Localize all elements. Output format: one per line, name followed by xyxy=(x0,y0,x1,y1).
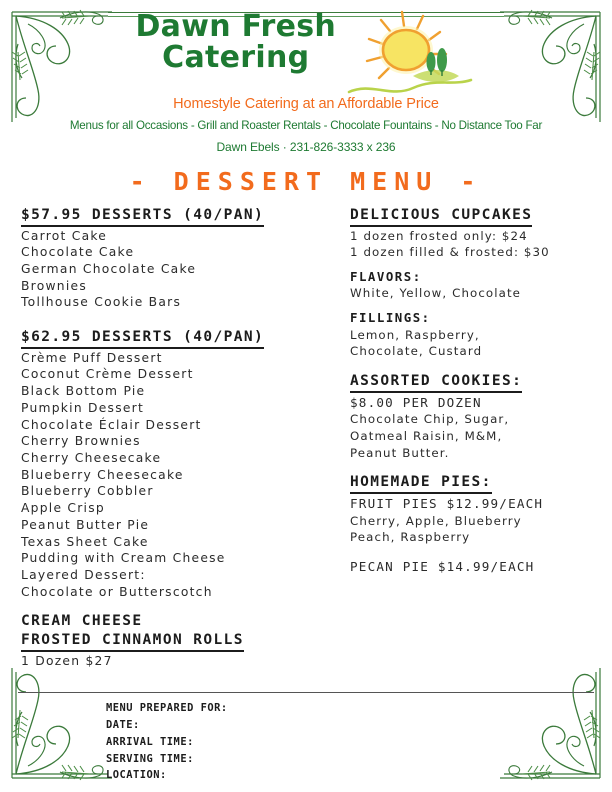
list-item: Cherry Cheesecake xyxy=(21,451,162,465)
brand-name-line1: Dawn Fresh xyxy=(135,9,337,44)
list-item: Chocolate Cake xyxy=(21,245,135,260)
form-divider-rule xyxy=(18,692,594,693)
corner-ornament-bottom-right-icon xyxy=(496,664,608,786)
spacer xyxy=(21,311,331,328)
list-item: Brownies xyxy=(21,278,87,293)
sun-trees-logo-icon xyxy=(347,6,477,99)
section-heading: HOMEMADE PIES: xyxy=(350,473,492,494)
list-item: Peanut Butter Pie xyxy=(21,517,150,532)
spacer xyxy=(350,546,600,558)
brand-services: Menus for all Occasions - Grill and Roaster Rentals - Chocolate Fountains - No Distance Too Far xyxy=(69,119,543,132)
spacer xyxy=(350,302,600,309)
brand-name-line2: Catering xyxy=(162,39,310,75)
flavors-label: FLAVORS: xyxy=(350,269,422,285)
form-field-date[interactable]: DATE: xyxy=(106,718,140,731)
form-field-arrival-time[interactable]: ARRIVAL TIME: xyxy=(106,735,194,748)
section-cinnamon-rolls xyxy=(21,612,331,669)
section-heading: $57.95 DESSERTS (40/PAN) xyxy=(21,206,264,227)
spacer xyxy=(350,261,600,268)
list-item: Chocolate Chip, Sugar, xyxy=(350,412,510,427)
spacer xyxy=(350,461,600,473)
right-column xyxy=(350,206,600,576)
list-item: Peach, Raspberry xyxy=(350,530,471,545)
brand-name xyxy=(135,9,337,75)
list-item: 1 dozen filled & frosted: $30 xyxy=(350,245,550,260)
list-item: Coconut Crème Dessert xyxy=(21,367,194,382)
section-heading-line2: FROSTED CINNAMON ROLLS xyxy=(21,631,244,652)
list-item: 1 dozen frosted only: $24 xyxy=(350,228,528,243)
brand-contact: Dawn Ebels · 231-826-3333 x 236 xyxy=(216,140,396,154)
fruit-pies-price: FRUIT PIES $12.99/EACH xyxy=(350,495,544,511)
list-item: Carrot Cake xyxy=(21,228,108,243)
form-field-menu-prepared-for[interactable]: MENU PREPARED FOR: xyxy=(106,702,228,714)
list-item: Blueberry Cheesecake xyxy=(21,467,184,482)
section-heading-line1: CREAM CHEESE xyxy=(21,613,143,630)
section-heading: ASSORTED COOKIES: xyxy=(350,372,522,393)
list-item: White, Yellow, Chocolate xyxy=(350,286,522,301)
list-item: Lemon, Raspberry, xyxy=(350,327,480,342)
list-item: Cherry Brownies xyxy=(21,434,141,449)
list-item: Layered Dessert: xyxy=(21,568,146,583)
list-item: Chocolate or Butterscotch xyxy=(21,584,213,599)
corner-ornament-bottom-left-icon xyxy=(4,664,116,786)
section-pies xyxy=(350,473,600,575)
list-item: Chocolate, Custard xyxy=(350,344,483,359)
item-list xyxy=(21,350,331,601)
form-field-serving-time[interactable]: SERVING TIME: xyxy=(106,752,194,765)
spacer xyxy=(21,600,331,612)
item-list xyxy=(21,228,331,312)
list-item: Apple Crisp xyxy=(21,501,105,516)
list-item: Texas Sheet Cake xyxy=(21,534,149,549)
list-item: 1 Dozen $27 xyxy=(21,653,113,668)
order-form xyxy=(106,700,406,784)
section-cupcakes xyxy=(350,206,600,360)
section-cookies xyxy=(350,372,600,461)
brand-tagline: Homestyle Catering at an Affordable Price xyxy=(173,96,439,112)
section-heading: $62.95 DESSERTS (40/PAN) xyxy=(21,328,264,349)
list-item: Blueberry Cobbler xyxy=(21,484,154,499)
fillings-label: FILLINGS: xyxy=(350,310,431,326)
section-desserts-6295 xyxy=(21,328,331,600)
list-item: Pudding with Cream Cheese xyxy=(21,551,226,566)
pecan-pie-price: PECAN PIE $14.99/EACH xyxy=(350,559,535,575)
spacer xyxy=(350,360,600,372)
list-item: German Chocolate Cake xyxy=(21,261,197,276)
section-heading: DELICIOUS CUPCAKES xyxy=(350,206,532,227)
section-desserts-5795 xyxy=(21,206,331,311)
form-field-location[interactable]: LOCATION: xyxy=(106,769,167,782)
list-item: Tollhouse Cookie Bars xyxy=(21,295,182,310)
list-item: Crème Puff Dessert xyxy=(21,350,163,365)
page-title: - DESSERT MENU - xyxy=(129,167,483,196)
left-column xyxy=(21,206,331,669)
list-item: Peanut Butter. xyxy=(350,445,450,460)
cookies-price: $8.00 PER DOZEN xyxy=(350,394,482,410)
list-item: Black Bottom Pie xyxy=(21,384,146,399)
brand-logo xyxy=(0,6,612,98)
list-item: Oatmeal Raisin, M&M, xyxy=(350,428,503,443)
list-item: Cherry, Apple, Blueberry xyxy=(350,513,522,528)
list-item: Chocolate Éclair Dessert xyxy=(21,417,202,432)
list-item: Pumpkin Dessert xyxy=(21,400,145,415)
